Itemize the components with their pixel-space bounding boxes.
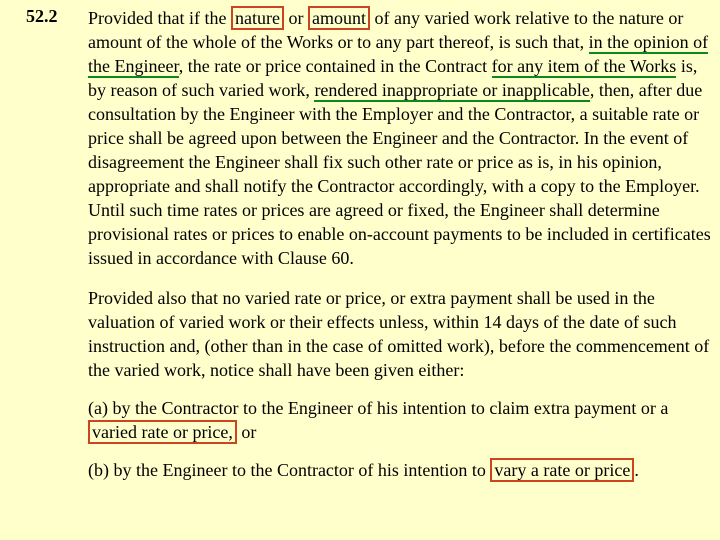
boxed-term-amount: amount (308, 6, 370, 30)
text-segment: . (634, 460, 639, 480)
underlined-phrase-inappropriate: rendered inappropriate or inapplicable (314, 80, 590, 100)
paragraph-2: Provided also that no varied rate or price, or extra payment shall be used in the valuation of varied work or their effects unless, within 14 days of the date of such instruction and, (other than in the case of omitted work), before the commencement of the varied work, notice shall have been given either: (88, 288, 710, 380)
paragraph-4 (88, 458, 716, 482)
text-segment: , the rate or price contained in the Contract (178, 56, 492, 76)
boxed-term-varied-rate: varied rate or price, (88, 420, 237, 444)
text-segment: Provided that if the (88, 8, 231, 28)
text-segment: , then, after due consultation by the Engineer with the Employer and the Contractor, a suitable rate or price shall be agreed upon between the Engineer and the Contractor. In the event of disagreement the Engineer shall fix such other rate or price as is, in his opinion, appropriate and shall notify the Contractor accordingly, with a copy to the Employer. Until such time rates or prices are agreed or fixed, the Engineer shall determine provisional rates or prices to enable on-account payments to be included in certificates issued in accordance with Clause 60. (88, 80, 711, 268)
boxed-term-vary-rate: vary a rate or price (490, 458, 634, 482)
underlined-phrase-item-of-works: for any item of the Works (491, 56, 677, 76)
text-segment: (a) by the Contractor to the Engineer of his intention to claim extra payment or a (88, 398, 669, 418)
text-segment: is, by reason of such varied work, (88, 56, 698, 100)
text-segment: or (283, 8, 308, 28)
text-segment: or (236, 422, 257, 442)
clause-number: 52.2 (26, 6, 58, 26)
paragraph-1 (88, 6, 716, 270)
paragraph-3 (88, 396, 716, 444)
text-segment: (b) by the Engineer to the Contractor of his intention to (88, 460, 491, 480)
underlined-phrase-engineer-opinion: in the opinion of the Engineer (88, 32, 709, 76)
text-segment: of any varied work relative to the nature or amount of the whole of the Works or to any part thereof, is such that, (88, 8, 684, 52)
clause-text (88, 6, 716, 482)
boxed-term-nature: nature (231, 6, 284, 30)
